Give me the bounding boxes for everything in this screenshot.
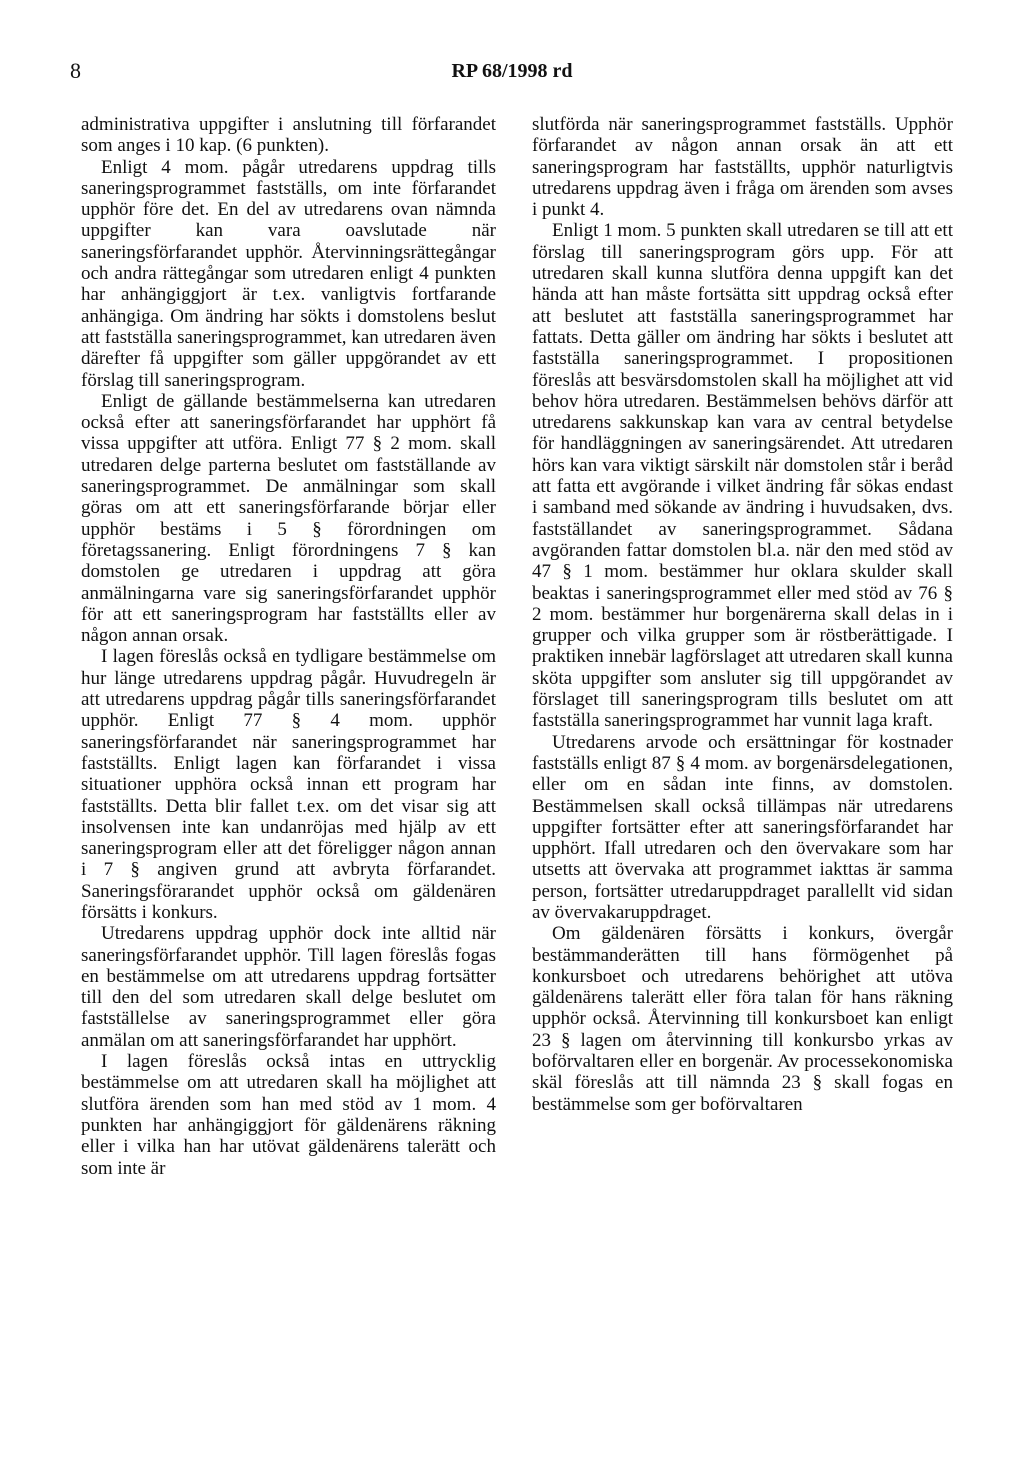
paragraph: slutförda när saneringsprogrammet fastställs. Upphör förfarandet av någon annan orsak än att ett saneringsprogram har fastställts, upphör naturligtvis utredarens uppdrag även i fråga om ärenden som avses i punkt 4. [532,114,953,221]
right-column [532,114,953,1115]
paragraph: Enligt 1 mom. 5 punkten skall utredaren se till att ett förslag till saneringsprogram görs upp. För att utredaren skall kunna slutföra denna uppgift kan det hända att han måste fortsätta sitt uppdrag också efter att beslutet att fastställa saneringsprogrammet har fattats. Detta gäller om ändring har sökts i beslutet att fastställa saneringsprogrammet. I propositionen föreslås att besvärsdomstolen skall ha möjlighet att vid behov höra utredaren. Bestämmelsen behövs därför att utredarens sakkunskap kan vara av central betydelse för handläggningen av saneringsärendet. Att utredaren hörs kan vara viktigt särskilt när domstolen står i beråd att fatta ett avgörande i vilket ändring får sökas endast i samband med sökande av ändring i huvudsaken, dvs. fastställandet av saneringsprogrammet. Sådana avgöranden fattar domstolen bl.a. när den med stöd av 47 § 1 mom. bestämmer hur oklara skulder skall beaktas i saneringsprogrammet eller med stöd av 76 § 2 mom. bestämmer hur borgenärerna skall delas in i grupper och vilka grupper som är röstberättigade. I praktiken innebär lagförslaget att utredaren skall kunna sköta uppgifter som ansluter sig till uppgörandet av förslaget till saneringsprogram tills beslutet om att fastställa saneringsprogrammet har vunnit laga kraft. [532,220,953,732]
paragraph: administrativa uppgifter i anslutning till förfarandet som anges i 10 kap. (6 punkten). [81,114,496,157]
paragraph: Om gäldenären försätts i konkurs, övergår bestämmanderätten till hans förmögenhet på konkursboet och utredarens behörighet att utöva gäldenärens talerätt eller föra talan för hans räkning upphör också. Återvinning till konkursboet kan enligt 23 § lagen om återvinning till konkursbo yrkas av boförvaltaren eller en borgenär. Av processekonomiska skäl föreslås att till nämnda 23 § skall fogas en bestämmelse som ger boförvaltaren [532,923,953,1115]
paragraph: I lagen föreslås också en tydligare bestämmelse om hur länge utredarens uppdrag pågår. Huvudregeln är att utredarens uppdrag pågår tills saneringsförfarandet upphör. Enligt 77 § 4 mom. upphör saneringsförfarandet när saneringsprogrammet har fastställts. Enligt lagen kan förfarandet i vissa situationer upphöra också innan ett program har fastställts. Detta blir fallet t.ex. om det visar sig att insolvensen inte kan undanröjas med hjälp av ett saneringsprogram eller att det föreligger någon annan i 7 § angiven grund att avbryta förfarandet. Saneringsförarandet upphör också om gäldenären försätts i konkurs. [81,646,496,923]
paragraph: Utredarens arvode och ersättningar för kostnader fastställs enligt 87 § 4 mom. av borgenärsdelegationen, eller om en sådan inte finns, av domstolen. Bestämmelsen skall också tillämpas när utredarens uppgifter fortsätter efter att saneringsförfarandet har upphört. Ifall utredaren och den övervakare som har utsetts att övervaka att programmet iakttas är samma person, fortsätter utredaruppdraget parallellt vid sidan av övervakaruppdraget. [532,731,953,923]
paragraph: Enligt de gällande bestämmelserna kan utredaren också efter att saneringsförfarandet har upphört få vissa uppgifter att utföra. Enligt 77 § 2 mom. skall utredaren delge parterna beslutet om fastställande av saneringsprogrammet. De anmälningar som skall göras om att ett saneringsförfarande börjar eller upphör bestäms i 5 § förordningen om företagssanering. Enligt förordningens 7 § kan domstolen ge utredaren i uppdrag att göra anmälningarna vare sig saneringsförfarandet upphör för att ett saneringsprogram har fastställts eller av någon annan orsak. [81,390,496,647]
paragraph: Utredarens uppdrag upphör dock inte alltid när saneringsförfarandet upphör. Till lagen föreslås fogas en bestämmelse om att utredarens uppdrag fortsätter till den del som utredaren skall delge beslutet om fastställelse av saneringsprogrammet eller göra anmälan om att saneringsförfarandet har upphört. [81,923,496,1051]
page-number: 8 [70,58,81,83]
paragraph: Enligt 4 mom. pågår utredarens uppdrag tills saneringsprogrammet fastställs, om inte förfarandet upphör före det. En del av utredarens ovan nämnda uppgifter kan vara oavslutade när saneringsförfarandet upphör. Återvinningsrättegångar och andra rättegångar som utredaren enligt 4 punkten har anhängiggjort är t.ex. vanligtvis fortfarande anhängiga. Om ändring har sökts i domstolens beslut att fastställa saneringsprogrammet, kan utredaren även därefter få uppgifter som gäller uppgörandet av ett förslag till saneringsprogram. [81,156,496,391]
document-header-title: RP 68/1998 rd [451,60,573,82]
paragraph: I lagen föreslås också intas en uttrycklig bestämmelse om att utredaren skall ha möjlighet att slutföra ärenden som han med stöd av 1 mom. 4 punkten har anhängiggjort för gäldenärens räkning eller i vilka han har utövat gäldenärens talerätt och som inte är [81,1051,496,1179]
left-column [81,114,496,1179]
